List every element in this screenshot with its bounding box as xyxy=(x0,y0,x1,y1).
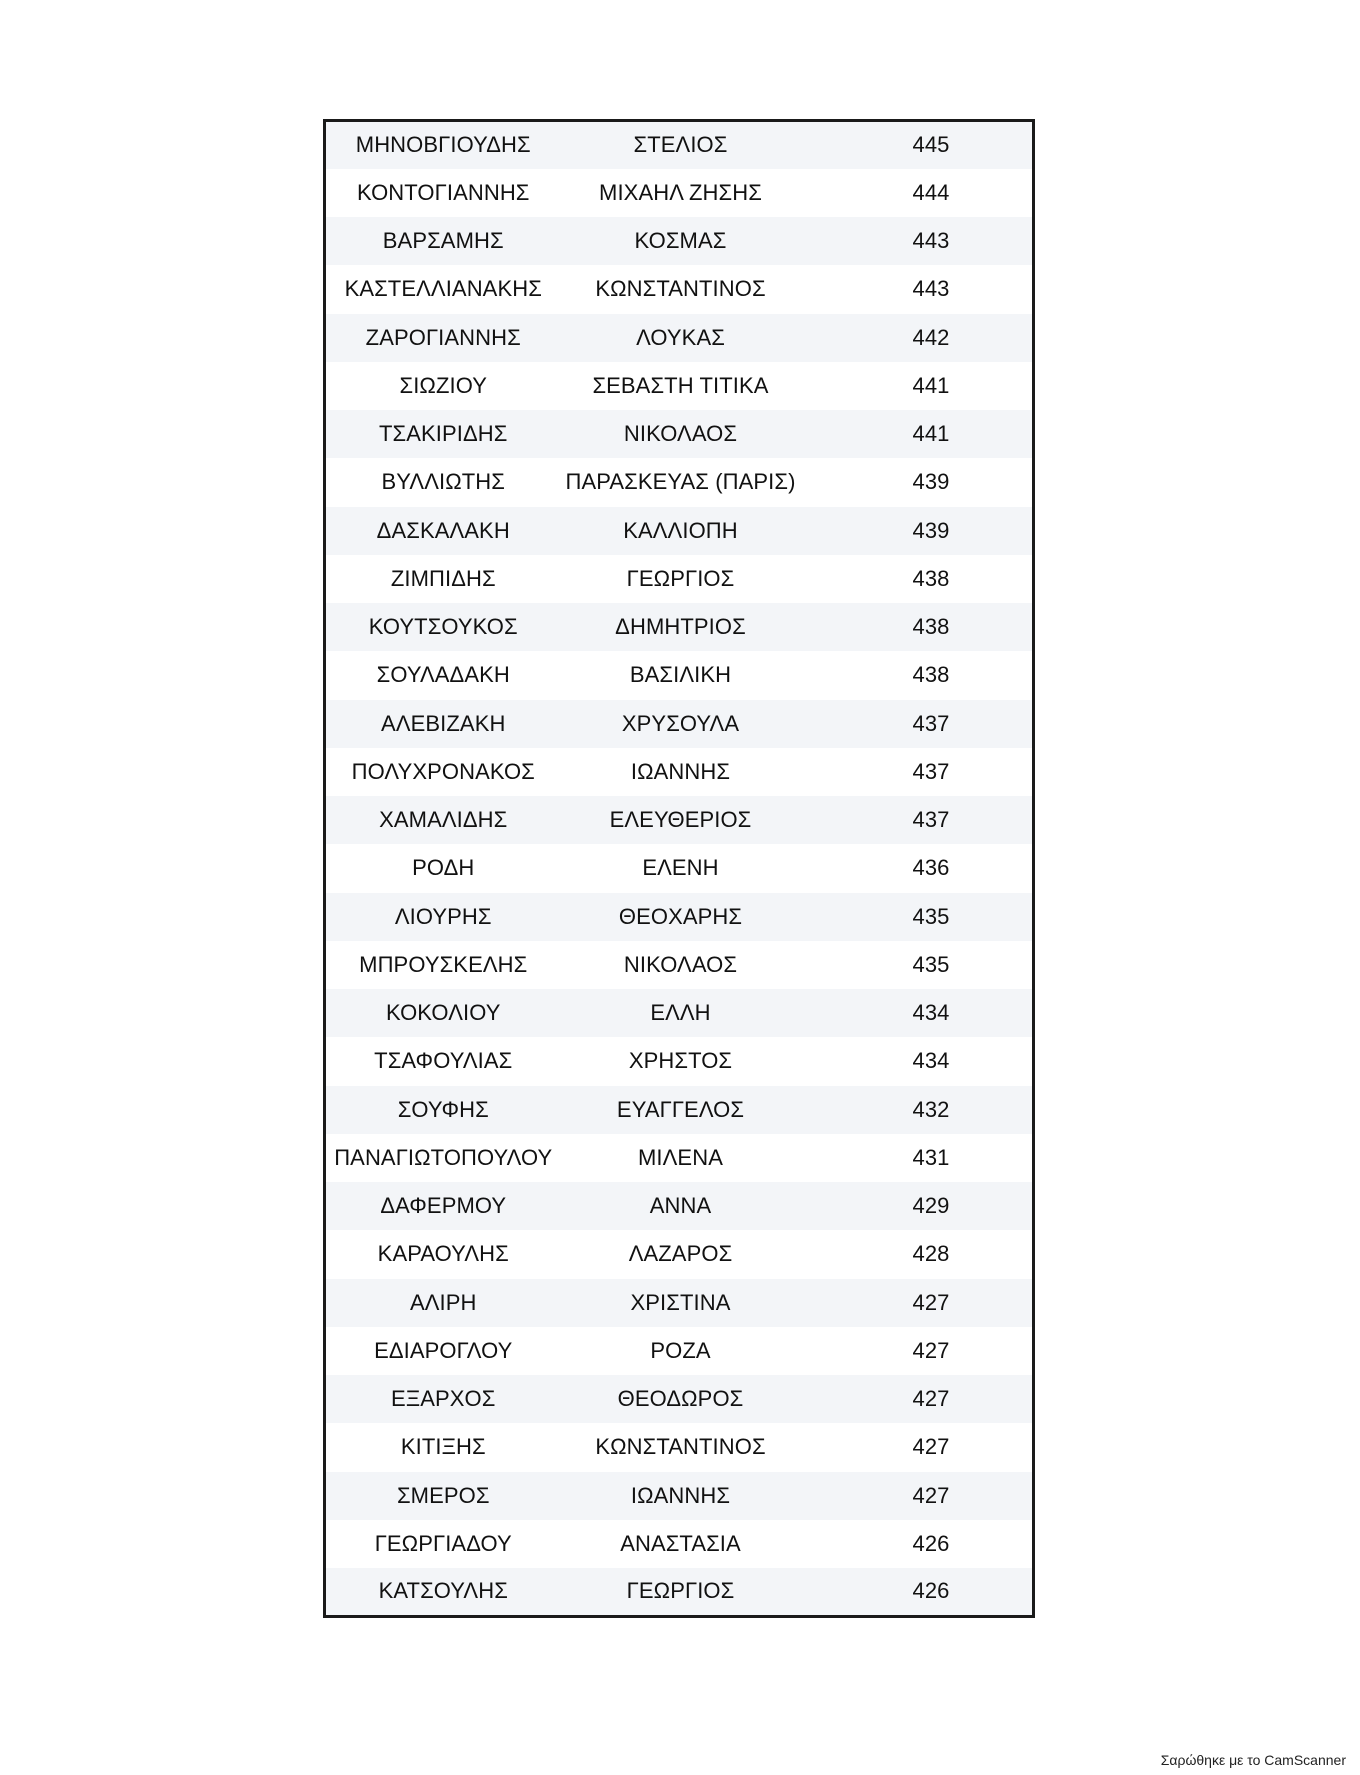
table-row xyxy=(325,169,1034,217)
first-name-cell: ΓΕΩΡΓΙΟΣ xyxy=(626,1578,735,1604)
score-cell: 441 xyxy=(912,372,950,398)
score-cell: 434 xyxy=(912,1048,950,1074)
table-row xyxy=(325,555,1034,603)
table-row xyxy=(325,1037,1034,1085)
score-cell: 429 xyxy=(912,1193,950,1219)
first-name-cell: ΙΩΑΝΝΗΣ xyxy=(630,1482,731,1508)
table-row xyxy=(325,1472,1034,1520)
table-row xyxy=(325,603,1034,651)
surname-cell: ΣΟΥΛΑΔΑΚΗ xyxy=(376,662,510,688)
surname-cell: ΕΔΙΑΡΟΓΛΟΥ xyxy=(374,1337,513,1363)
first-name-cell: ΓΕΩΡΓΙΟΣ xyxy=(626,565,735,591)
table-row xyxy=(325,844,1034,892)
first-name-cell: ΕΛΕΝΗ xyxy=(642,855,719,881)
table-row xyxy=(325,265,1034,313)
table-row xyxy=(325,1086,1034,1134)
score-cell: 443 xyxy=(912,228,950,254)
surname-cell: ΑΛΕΒΙΖΑΚΗ xyxy=(381,710,506,736)
score-cell: 427 xyxy=(912,1482,950,1508)
results-table-body xyxy=(325,121,1034,1617)
surname-cell: ΒΥΛΛΙΩΤΗΣ xyxy=(381,469,505,495)
first-name-cell: ΚΑΛΛΙΟΠΗ xyxy=(623,517,738,543)
table-row xyxy=(325,1423,1034,1471)
table-row xyxy=(325,941,1034,989)
surname-cell: ΔΑΦΕΡΜΟΥ xyxy=(380,1193,507,1219)
first-name-cell: ΛΑΖΑΡΟΣ xyxy=(628,1241,733,1267)
surname-cell: ΤΣΑΦΟΥΛΙΑΣ xyxy=(374,1048,513,1074)
score-cell: 427 xyxy=(912,1289,950,1315)
table-row xyxy=(325,1230,1034,1278)
score-cell: 432 xyxy=(912,1096,950,1122)
first-name-cell: ΛΟΥΚΑΣ xyxy=(636,324,725,350)
table-row xyxy=(325,217,1034,265)
surname-cell: ΣΟΥΦΗΣ xyxy=(397,1096,489,1122)
surname-cell: ΒΑΡΣΑΜΗΣ xyxy=(382,228,504,254)
table-row xyxy=(325,1279,1034,1327)
first-name-cell: ΣΤΕΛΙΟΣ xyxy=(633,132,728,158)
first-name-cell: ΔΗΜΗΤΡΙΟΣ xyxy=(615,614,746,640)
score-cell: 445 xyxy=(912,132,950,158)
surname-cell: ΖΑΡΟΓΙΑΝΝΗΣ xyxy=(365,324,521,350)
table-row xyxy=(325,1134,1034,1182)
table-row xyxy=(325,748,1034,796)
surname-cell: ΣΜΕΡΟΣ xyxy=(396,1482,490,1508)
first-name-cell: ΧΡΗΣΤΟΣ xyxy=(628,1048,733,1074)
first-name-cell: ΕΛΛΗ xyxy=(650,1000,711,1026)
score-cell: 443 xyxy=(912,276,950,302)
first-name-cell: ΕΛΕΥΘΕΡΙΟΣ xyxy=(609,807,752,833)
table-row xyxy=(325,1520,1034,1568)
first-name-cell: ΕΥΑΓΓΕΛΟΣ xyxy=(616,1096,745,1122)
table-row xyxy=(325,893,1034,941)
table-row xyxy=(325,362,1034,410)
surname-cell: ΖΙΜΠΙΔΗΣ xyxy=(390,565,496,591)
table-row xyxy=(325,1327,1034,1375)
surname-cell: ΠΑΝΑΓΙΩΤΟΠΟΥΛΟΥ xyxy=(334,1144,553,1170)
score-cell: 438 xyxy=(912,662,950,688)
score-cell: 437 xyxy=(912,758,950,784)
table-row xyxy=(325,410,1034,458)
table-row xyxy=(325,458,1034,506)
score-cell: 426 xyxy=(912,1578,950,1604)
first-name-cell: ΘΕΟΧΑΡΗΣ xyxy=(618,903,743,929)
score-cell: 428 xyxy=(912,1241,950,1267)
first-name-cell: ΚΩΝΣΤΑΝΤΙΝΟΣ xyxy=(595,1434,766,1460)
first-name-cell: ΠΑΡΑΣΚΕΥΑΣ (ΠΑΡΙΣ) xyxy=(565,469,796,495)
camscanner-watermark: Σαρώθηκε με το CamScanner xyxy=(1160,1752,1346,1768)
surname-cell: ΡΟΔΗ xyxy=(412,855,475,881)
score-cell: 427 xyxy=(912,1434,950,1460)
first-name-cell: ΚΟΣΜΑΣ xyxy=(634,228,727,254)
surname-cell: ΚΑΡΑΟΥΛΗΣ xyxy=(377,1241,509,1267)
first-name-cell: ΡΟΖΑ xyxy=(650,1337,711,1363)
score-cell: 426 xyxy=(912,1530,950,1556)
score-cell: 438 xyxy=(912,614,950,640)
surname-cell: ΚΙΤΙΞΗΣ xyxy=(400,1434,486,1460)
surname-cell: ΛΙΟΥΡΗΣ xyxy=(394,903,492,929)
first-name-cell: ΒΑΣΙΛΙΚΗ xyxy=(629,662,732,688)
surname-cell: ΣΙΩΖΙΟΥ xyxy=(399,372,487,398)
first-name-cell: ΚΩΝΣΤΑΝΤΙΝΟΣ xyxy=(595,276,766,302)
surname-cell: ΧΑΜΑΛΙΔΗΣ xyxy=(379,807,508,833)
score-cell: 427 xyxy=(912,1337,950,1363)
table-row xyxy=(325,121,1034,169)
surname-cell: ΚΟΝΤΟΓΙΑΝΝΗΣ xyxy=(356,179,530,205)
surname-cell: ΚΑΤΣΟΥΛΗΣ xyxy=(378,1578,508,1604)
score-cell: 437 xyxy=(912,807,950,833)
first-name-cell: ΧΡΙΣΤΙΝΑ xyxy=(630,1289,731,1315)
surname-cell: ΓΕΩΡΓΙΑΔΟΥ xyxy=(374,1530,512,1556)
surname-cell: ΔΑΣΚΑΛΑΚΗ xyxy=(376,517,510,543)
first-name-cell: ΙΩΑΝΝΗΣ xyxy=(630,758,731,784)
surname-cell: ΜΠΡΟΥΣΚΕΛΗΣ xyxy=(359,951,528,977)
first-name-cell: ΣΕΒΑΣΤΗ ΤΙΤΙΚΑ xyxy=(592,372,769,398)
score-cell: 431 xyxy=(912,1144,950,1170)
first-name-cell: ΘΕΟΔΩΡΟΣ xyxy=(617,1386,744,1412)
score-cell: 427 xyxy=(912,1386,950,1412)
table-row xyxy=(325,314,1034,362)
first-name-cell: ΝΙΚΟΛΑΟΣ xyxy=(623,951,738,977)
results-table xyxy=(323,119,1035,1618)
first-name-cell: ΜΙΧΑΗΛ ΖΗΣΗΣ xyxy=(599,179,762,205)
score-cell: 434 xyxy=(912,1000,950,1026)
score-cell: 442 xyxy=(912,324,950,350)
table-row xyxy=(325,989,1034,1037)
table-row xyxy=(325,651,1034,699)
surname-cell: ΚΟΥΤΣΟΥΚΟΣ xyxy=(368,614,518,640)
table-row xyxy=(325,507,1034,555)
score-cell: 436 xyxy=(912,855,950,881)
table-row xyxy=(325,796,1034,844)
surname-cell: ΜΗΝΟΒΓΙΟΥΔΗΣ xyxy=(355,132,531,158)
table-row xyxy=(325,1568,1034,1616)
table-row xyxy=(325,1182,1034,1230)
score-cell: 439 xyxy=(912,517,950,543)
score-cell: 437 xyxy=(912,710,950,736)
first-name-cell: ΑΝΝΑ xyxy=(649,1193,712,1219)
surname-cell: ΠΟΛΥΧΡΟΝΑΚΟΣ xyxy=(351,758,535,784)
first-name-cell: ΝΙΚΟΛΑΟΣ xyxy=(623,421,738,447)
surname-cell: ΑΛΙΡΗ xyxy=(409,1289,477,1315)
surname-cell: ΤΣΑΚΙΡΙΔΗΣ xyxy=(379,421,508,447)
first-name-cell: ΧΡΥΣΟΥΛΑ xyxy=(621,710,740,736)
score-cell: 439 xyxy=(912,469,950,495)
score-cell: 435 xyxy=(912,903,950,929)
score-cell: 438 xyxy=(912,565,950,591)
surname-cell: ΚΟΚΟΛΙΟΥ xyxy=(385,1000,501,1026)
surname-cell: ΕΞΑΡΧΟΣ xyxy=(391,1386,496,1412)
first-name-cell: ΜΙΛΕΝΑ xyxy=(638,1144,723,1170)
score-cell: 435 xyxy=(912,951,950,977)
first-name-cell: ΑΝΑΣΤΑΣΙΑ xyxy=(620,1530,741,1556)
score-cell: 444 xyxy=(912,179,950,205)
score-cell: 441 xyxy=(912,421,950,447)
surname-cell: ΚΑΣΤΕΛΛΙΑΝΑΚΗΣ xyxy=(344,276,542,302)
table-row xyxy=(325,1375,1034,1423)
table-row xyxy=(325,700,1034,748)
